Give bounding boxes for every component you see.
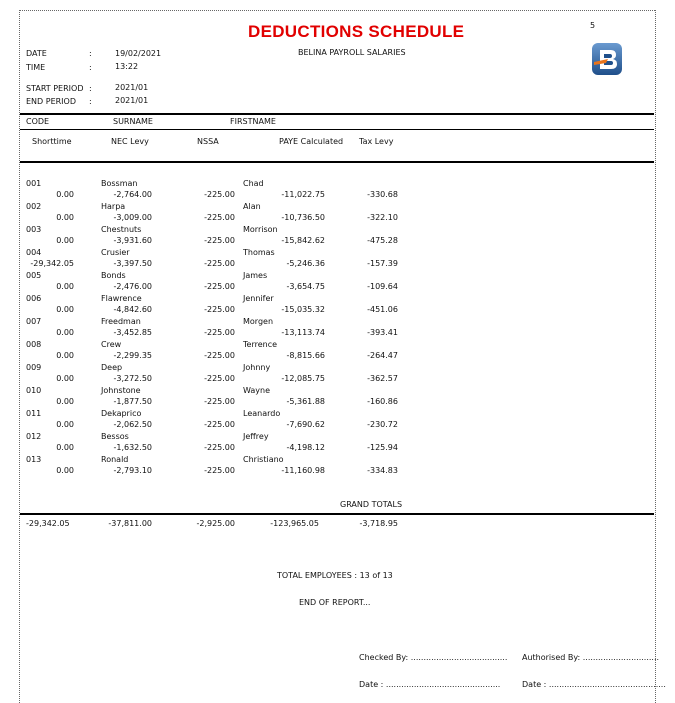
- employee-paye: -12,085.75: [281, 374, 325, 383]
- employee-tax: -109.64: [367, 282, 398, 291]
- employee-tax: -362.57: [367, 374, 398, 383]
- employee-firstname: Johnny: [243, 363, 271, 372]
- end-period-label: END PERIOD: [26, 97, 76, 106]
- employee-tax: -264.47: [367, 351, 398, 360]
- employee-nec: -2,476.00: [113, 282, 152, 291]
- company-logo-icon: [591, 42, 623, 76]
- employee-nssa: -225.00: [204, 374, 235, 383]
- col-surname: SURNAME: [113, 117, 153, 126]
- employee-shorttime: 0.00: [56, 213, 74, 222]
- employee-nec: -3,397.50: [113, 259, 152, 268]
- header-rule-top: [20, 113, 654, 115]
- employee-code: 002: [26, 202, 42, 211]
- employee-firstname: Jeffrey: [243, 432, 269, 441]
- end-period-colon: :: [89, 97, 92, 106]
- header-rule-mid: [20, 129, 654, 130]
- employee-tax: -475.28: [367, 236, 398, 245]
- start-period-colon: :: [89, 84, 92, 93]
- employee-nssa: -225.00: [204, 466, 235, 475]
- employee-firstname: Morgen: [243, 317, 274, 326]
- employee-shorttime: 0.00: [56, 305, 74, 314]
- employee-nssa: -225.00: [204, 420, 235, 429]
- col-nec-levy: NEC Levy: [111, 137, 149, 146]
- employee-shorttime: 0.00: [56, 420, 74, 429]
- col-firstname: FIRSTNAME: [230, 117, 276, 126]
- employee-surname: Bossman: [101, 179, 138, 188]
- employee-code: 005: [26, 271, 42, 280]
- employee-nssa: -225.00: [204, 282, 235, 291]
- totals-rule: [20, 513, 654, 515]
- employee-shorttime: 0.00: [56, 351, 74, 360]
- employee-firstname: James: [243, 271, 268, 280]
- report-title: DEDUCTIONS SCHEDULE: [248, 22, 465, 41]
- employee-paye: -15,842.62: [281, 236, 325, 245]
- employee-nssa: -225.00: [204, 305, 235, 314]
- employee-nec: -3,009.00: [113, 213, 152, 222]
- employee-code: 007: [26, 317, 42, 326]
- time-colon: :: [89, 63, 92, 72]
- employee-paye: -3,654.75: [286, 282, 325, 291]
- employee-code: 010: [26, 386, 42, 395]
- employee-paye: -5,361.88: [286, 397, 325, 406]
- employee-firstname: Wayne: [243, 386, 271, 395]
- employee-firstname: Christiano: [243, 455, 284, 464]
- employee-surname: Bessos: [101, 432, 129, 441]
- col-shorttime: Shorttime: [32, 137, 72, 146]
- employee-surname: Crew: [101, 340, 122, 349]
- employee-nssa: -225.00: [204, 190, 235, 199]
- employee-tax: -230.72: [367, 420, 398, 429]
- col-code: CODE: [26, 117, 50, 126]
- date-value: 19/02/2021: [115, 49, 162, 58]
- end-of-report: END OF REPORT...: [299, 598, 371, 607]
- employee-shorttime: 0.00: [56, 443, 74, 452]
- employee-nssa: -225.00: [204, 351, 235, 360]
- employee-shorttime: 0.00: [56, 397, 74, 406]
- employee-code: 008: [26, 340, 42, 349]
- page-frame-right: [655, 10, 656, 703]
- employee-nec: -3,452.85: [113, 328, 152, 337]
- employee-code: 013: [26, 455, 42, 464]
- start-period-value: 2021/01: [115, 83, 149, 92]
- employee-tax: -157.39: [367, 259, 398, 268]
- employee-firstname: Jennifer: [243, 294, 274, 303]
- employee-tax: -160.86: [367, 397, 398, 406]
- employee-shorttime: 0.00: [56, 282, 74, 291]
- col-paye: PAYE Calculated: [279, 137, 344, 146]
- end-period-value: 2021/01: [115, 96, 149, 105]
- employee-nssa: -225.00: [204, 443, 235, 452]
- employee-nec: -1,877.50: [113, 397, 152, 406]
- date-colon: :: [89, 49, 92, 58]
- employee-surname: Ronald: [101, 455, 129, 464]
- employee-paye: -5,246.36: [286, 259, 325, 268]
- employee-tax: -322.10: [367, 213, 398, 222]
- employee-surname: Deep: [101, 363, 123, 372]
- employee-paye: -11,022.75: [281, 190, 325, 199]
- employee-shorttime: -29,342.05: [30, 259, 74, 268]
- employee-paye: -15,035.32: [281, 305, 325, 314]
- total-shorttime: -29,342.05: [26, 519, 70, 528]
- total-employees: TOTAL EMPLOYEES : 13 of 13: [277, 571, 393, 580]
- employee-nssa: -225.00: [204, 397, 235, 406]
- total-paye: -123,965.05: [270, 519, 319, 528]
- employee-code: 006: [26, 294, 42, 303]
- employee-shorttime: 0.00: [56, 190, 74, 199]
- date-label: DATE: [26, 49, 47, 58]
- employee-shorttime: 0.00: [56, 374, 74, 383]
- header-rule-bottom: [20, 161, 654, 163]
- employee-tax: -125.94: [367, 443, 398, 452]
- employee-firstname: Morrison: [243, 225, 278, 234]
- authorised-by-line: Authorised By: ..............................: [522, 653, 660, 662]
- authorised-date-line: Date : ..............................................: [522, 680, 666, 689]
- time-label: TIME: [26, 63, 46, 72]
- employee-nssa: -225.00: [204, 259, 235, 268]
- employee-shorttime: 0.00: [56, 236, 74, 245]
- col-nssa: NSSA: [197, 137, 219, 146]
- employee-paye: -4,198.12: [286, 443, 325, 452]
- start-period-label: START PERIOD: [26, 84, 84, 93]
- checked-date-line: Date : .............................................: [359, 680, 501, 689]
- employee-tax: -451.06: [367, 305, 398, 314]
- employee-firstname: Thomas: [243, 248, 275, 257]
- employee-surname: Harpa: [101, 202, 126, 211]
- employee-firstname: Terrence: [243, 340, 278, 349]
- employee-nssa: -225.00: [204, 236, 235, 245]
- employee-surname: Flawrence: [101, 294, 142, 303]
- employee-code: 001: [26, 179, 42, 188]
- employee-shorttime: 0.00: [56, 466, 74, 475]
- employee-nssa: -225.00: [204, 328, 235, 337]
- company-name: BELINA PAYROLL SALARIES: [298, 48, 406, 57]
- employee-nssa: -225.00: [204, 213, 235, 222]
- employee-nec: -2,299.35: [113, 351, 152, 360]
- employee-surname: Dekaprico: [101, 409, 142, 418]
- employee-nec: -2,793.10: [113, 466, 152, 475]
- employee-code: 012: [26, 432, 42, 441]
- page-frame-top: [20, 10, 655, 11]
- employee-nec: -1,632.50: [113, 443, 152, 452]
- time-value: 13:22: [115, 62, 139, 71]
- employee-firstname: Chad: [243, 179, 264, 188]
- employee-code: 009: [26, 363, 42, 372]
- employee-code: 011: [26, 409, 42, 418]
- employee-nec: -2,062.50: [113, 420, 152, 429]
- employee-paye: -7,690.62: [286, 420, 325, 429]
- employee-nec: -3,931.60: [113, 236, 152, 245]
- employee-nec: -2,764.00: [113, 190, 152, 199]
- employee-firstname: Alan: [243, 202, 261, 211]
- checked-by-line: Checked By: ......................................: [359, 653, 508, 662]
- col-tax-levy: Tax Levy: [359, 137, 394, 146]
- total-tax-levy: -3,718.95: [359, 519, 398, 528]
- employee-surname: Bonds: [101, 271, 126, 280]
- employee-surname: Crusier: [101, 248, 130, 257]
- employee-shorttime: 0.00: [56, 328, 74, 337]
- employee-paye: -10,736.50: [281, 213, 325, 222]
- employee-nec: -4,842.60: [113, 305, 152, 314]
- employee-tax: -393.41: [367, 328, 398, 337]
- employee-surname: Chestnuts: [101, 225, 142, 234]
- page-number: 5: [590, 21, 596, 30]
- employee-paye: -13,113.74: [281, 328, 325, 337]
- employee-paye: -8,815.66: [286, 351, 325, 360]
- employee-code: 003: [26, 225, 42, 234]
- total-nec-levy: -37,811.00: [108, 519, 152, 528]
- employee-code: 004: [26, 248, 42, 257]
- employee-paye: -11,160.98: [281, 466, 325, 475]
- employee-surname: Johnstone: [101, 386, 141, 395]
- grand-totals-label: GRAND TOTALS: [340, 500, 403, 509]
- total-nssa: -2,925.00: [196, 519, 235, 528]
- employee-surname: Freedman: [101, 317, 141, 326]
- employee-nec: -3,272.50: [113, 374, 152, 383]
- employee-tax: -330.68: [367, 190, 398, 199]
- employee-firstname: Leanardo: [243, 409, 281, 418]
- employee-tax: -334.83: [367, 466, 398, 475]
